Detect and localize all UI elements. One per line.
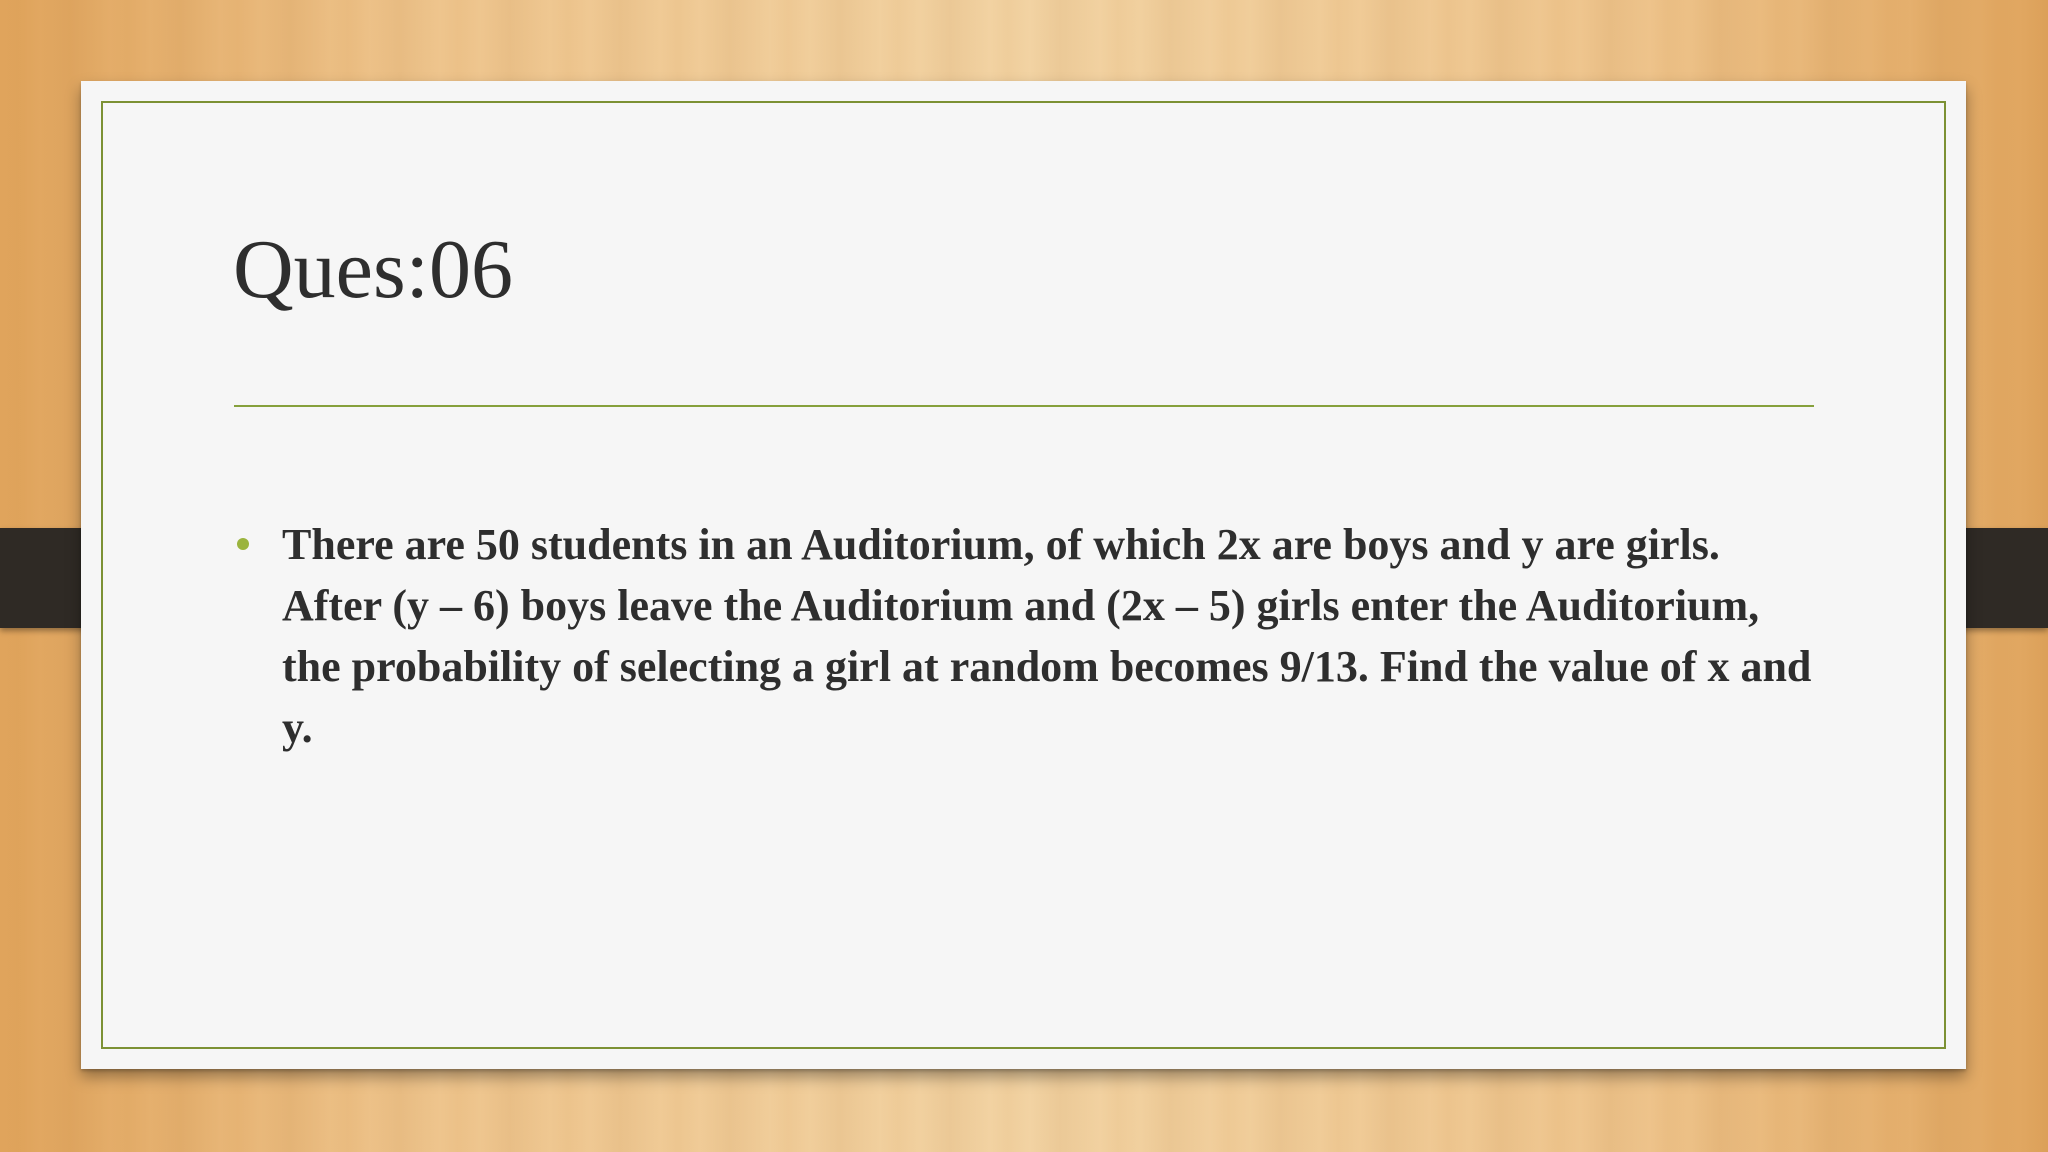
bullet-item: [234, 514, 1824, 758]
title-divider: [234, 405, 1814, 407]
bullet-list: [234, 514, 1824, 758]
bullet-dot-icon: [237, 538, 249, 550]
slide-title: Ques:06: [233, 223, 513, 316]
bullet-text: There are 50 students in an Auditorium, of which 2x are boys and y are girls. After (y – 6) boys leave the Auditorium and (2x – 5) girls enter the Auditorium, the probability of selecting a girl at random becomes 9/13. Find the value of x and y.: [282, 520, 1812, 752]
slide-card: [81, 81, 1966, 1069]
